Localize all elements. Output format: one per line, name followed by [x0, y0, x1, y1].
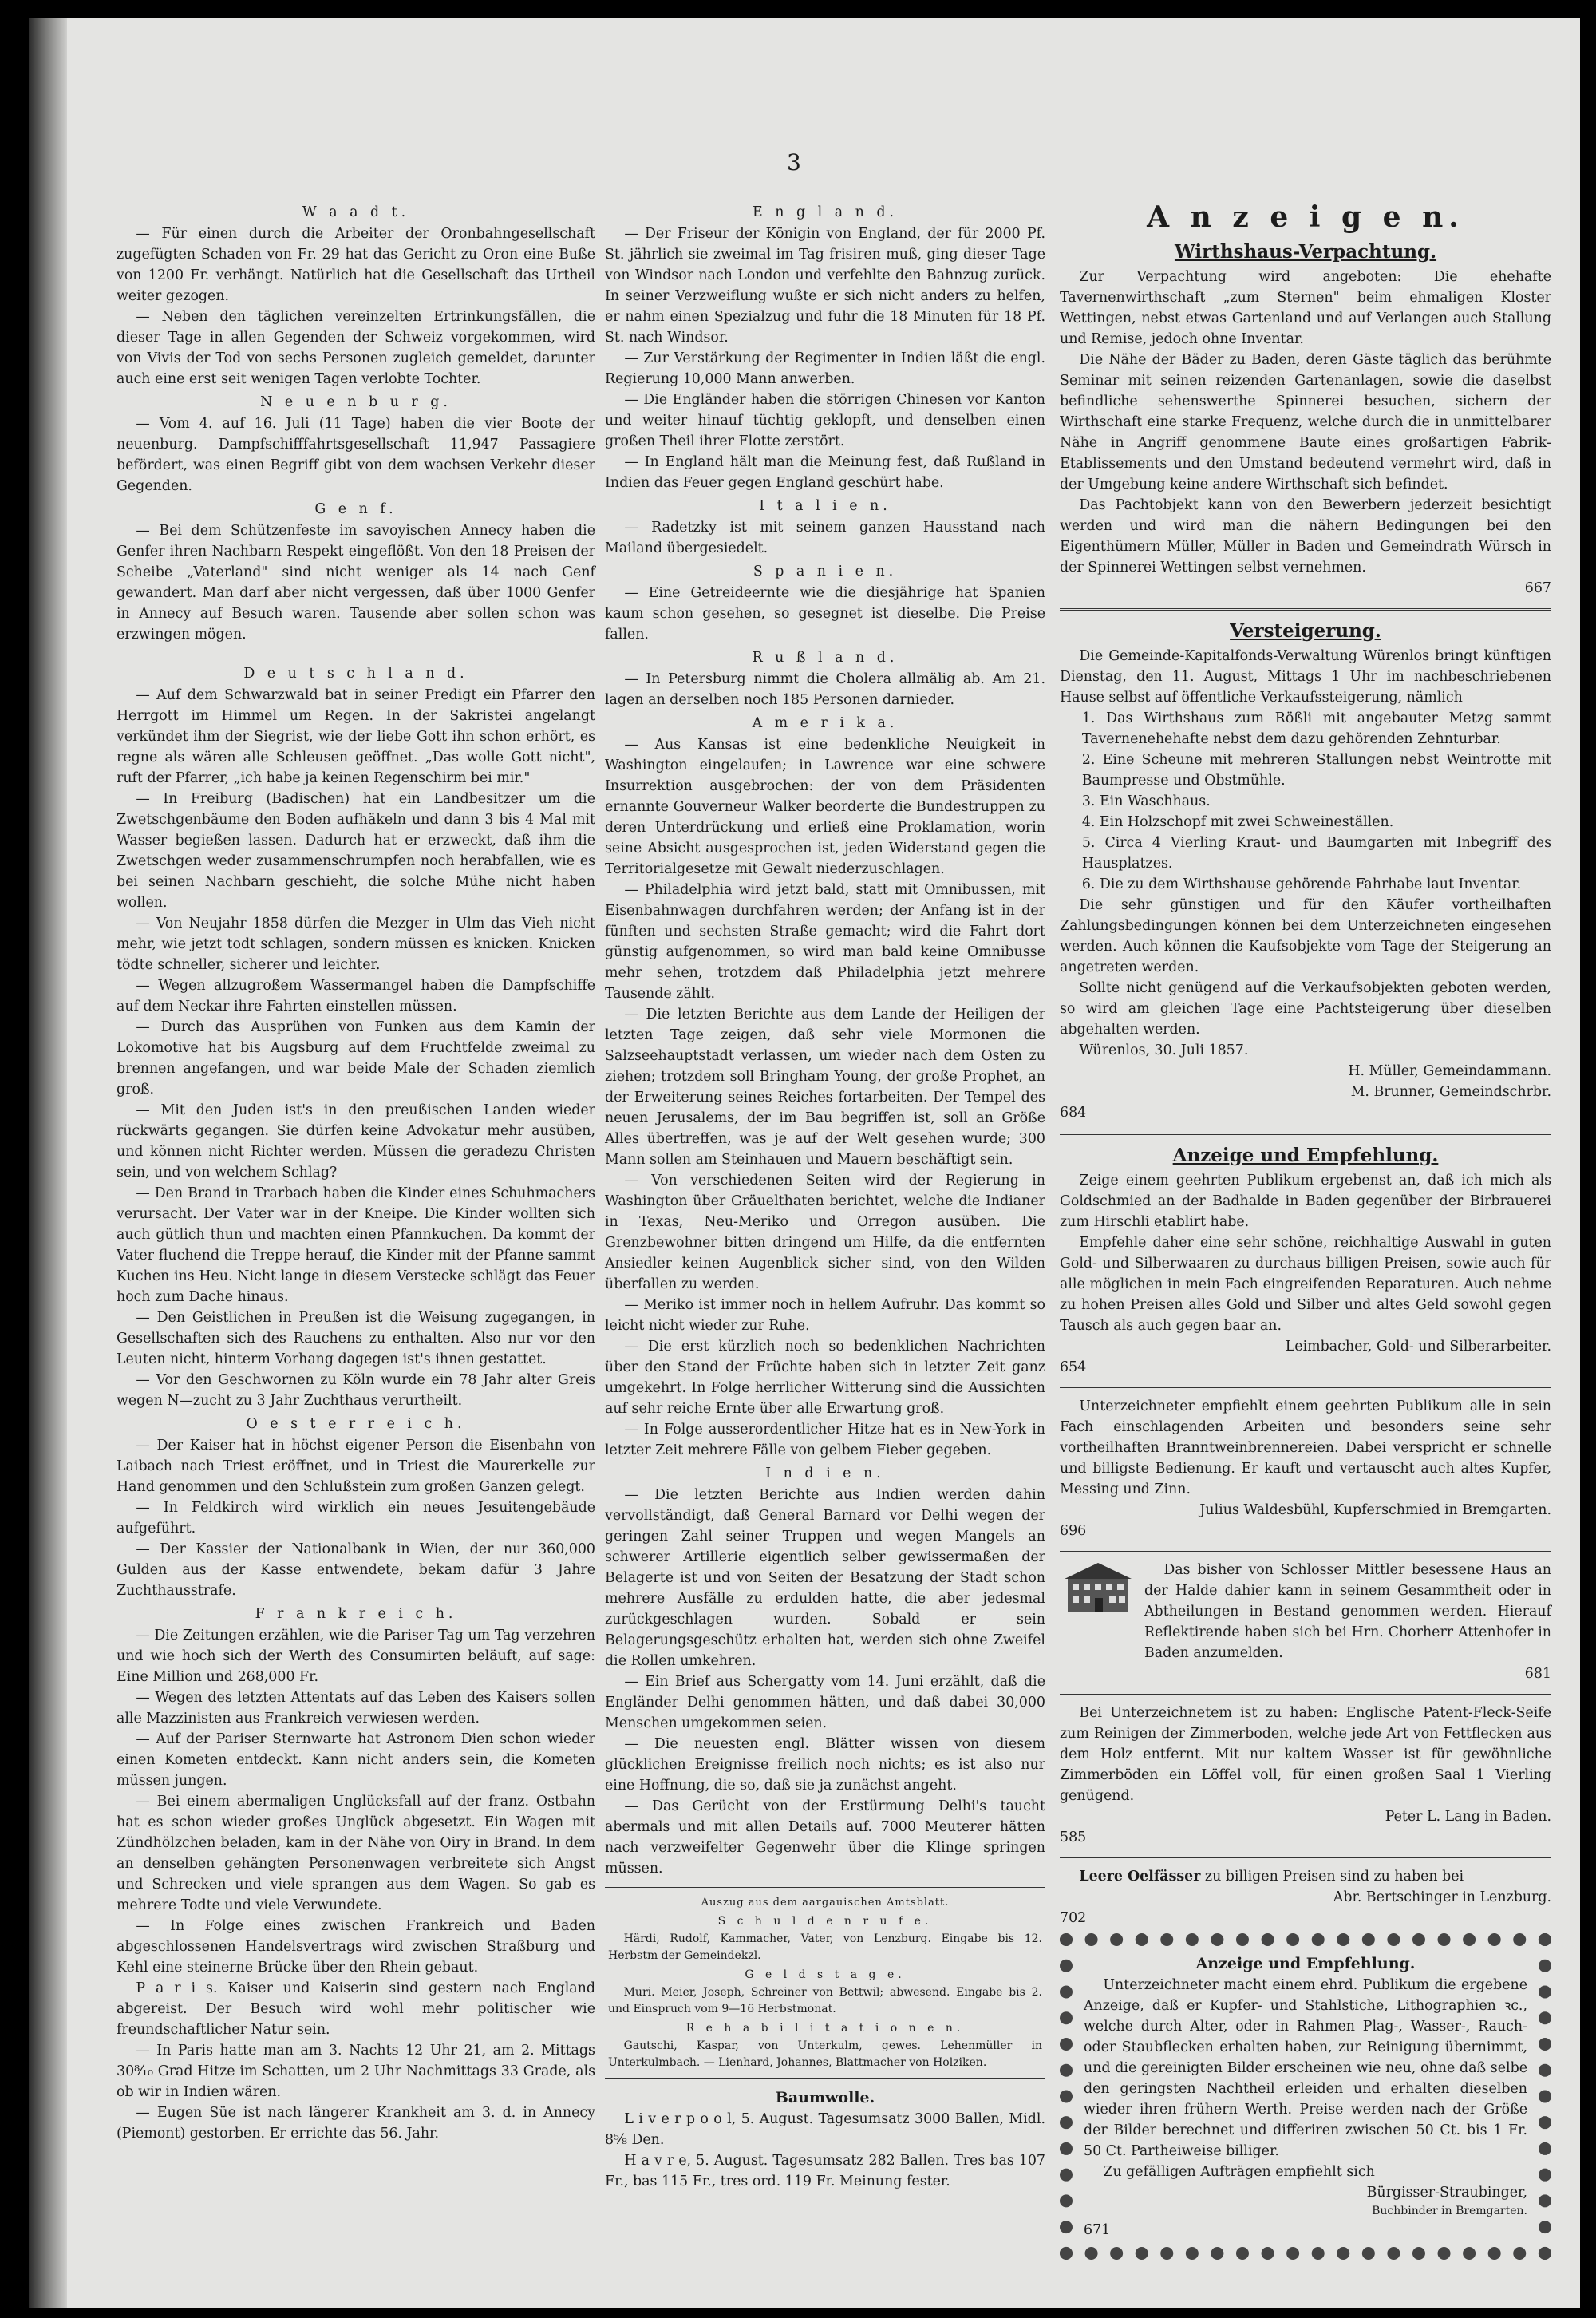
signature: Leimbacher, Gold- und Silberarbeiter. [1285, 1339, 1551, 1355]
ad-lead: Leere Oelfässer [1079, 1869, 1201, 1885]
amtsblatt-entry: Gautschi, Kaspar, von Unterkulm, gewes. Lehenmüller in Unterkulmbach. — Lienhard, Johannes, Blattmacher von Holziken. [608, 2039, 1042, 2069]
section-heading: I t a l i e n. [759, 498, 891, 514]
article-paragraph: — Den Brand in Trarbach haben die Kinder eines Schuhmachers verursacht. Der Vater war in der Kneipe. Die Kinder wollten sich auch gütlich thun und machten einen Pfannkuchen. Da kommt der Vater fluchend die Treppe herauf, die Kinder mit der Pfanne sammt Kuchen ins Heu. Nicht lange in diesem Verstecke schlägt das Feuer hoch zum Dache hinaus. [117, 1185, 595, 1305]
article-paragraph: — Den Geistlichen in Preußen ist die Weisung zugegangen, in Gesellschaften sich des Rauchens zu enthalten. Also nur vor den Leuten nicht, hinterm Vorhang dagegen ist's ihnen gestattet. [117, 1310, 595, 1367]
ad-divider [1060, 608, 1551, 611]
article-paragraph: — Eugen Süe ist nach längerer Krankheit am 3. d. in Annecy (Piemont) gestorben. Er errichte das 56. Jahr. [117, 2105, 595, 2142]
article-paragraph: — Eine Getreideernte wie die diesjährige hat Spanien kaum schon gesehen, so gesegnet ist dieselbe. Die Preise fallen. [605, 585, 1045, 643]
section-waadt [117, 202, 595, 390]
ad-number: 667 [1524, 580, 1551, 596]
article-paragraph: — Meriko ist immer noch in hellem Aufruhr. Das kommt so leicht nicht wieder zur Ruhe. [605, 1297, 1045, 1334]
section-amerika [605, 713, 1045, 1461]
article-paragraph: — Zur Verstärkung der Regimenter in Indien läßt die engl. Regierung 10,000 Mann anwerben. [605, 350, 1045, 387]
section-deutschland [117, 663, 595, 1411]
section-heading: D e u t s c h l a n d. [243, 666, 468, 682]
ad-fleckseife [1060, 1703, 1551, 1848]
column-rule [598, 200, 599, 2147]
article-paragraph: — Radetzky ist mit seinem ganzen Hausstand nach Mailand übergesiedelt. [605, 520, 1045, 556]
article-paragraph: — In England hält man die Meinung fest, daß Rußland in Indien das Feuer gegen England geschürt habe. [605, 454, 1045, 491]
amtsblatt-heading: G e l d s t a g e. [745, 1968, 906, 1981]
article-paragraph: — Die neuesten engl. Blätter wissen von diesem glücklichen Ereignisse freilich noch nichts; es ist also nur eine Hoffnung, die so, daß sie ja zunächst angeht. [605, 1736, 1045, 1794]
ad-divider [1060, 1857, 1551, 1858]
section-neuenburg [117, 392, 595, 496]
signature: Julius Waldesbühl, Kupferschmied in Bremgarten. [1199, 1502, 1551, 1518]
article-paragraph: — Durch das Ausprühen von Funken aus dem Kamin der Lokomotive hat bis Augsburg auf dem Fruchtfelde zweimal zu brennen angefangen, und war beide Male der Schaden ziemlich groß. [117, 1019, 595, 1098]
signature: H. Müller, Gemeindammann. [1348, 1063, 1551, 1079]
place-date: Würenlos, 30. Juli 1857. [1079, 1042, 1249, 1058]
article-paragraph: — Der Friseur der Königin von England, der für 2000 Pf. St. jährlich sie zweimal im Tag frisiren muß, ging dieser Tage von Windsor nach London und verfehlte den Bahnzug zurück. In seiner Verzweiflung wußte er sich nicht anders zu helfen, er nahm einen Spezialzug und fuhr die 18 Minuten für 18 Pf. St. nach Windsor. [605, 226, 1045, 346]
ads-section-title: A n z e i g e n. [1147, 200, 1464, 234]
ad-divider [1060, 1551, 1551, 1552]
ad-title: Wirthshaus-Verpachtung. [1174, 241, 1437, 263]
section-heading: I n d i e n. [765, 1466, 885, 1481]
ad-number: 671 [1084, 2222, 1111, 2238]
ad-paragraph: Bei Unterzeichnetem ist zu haben: Englische Patent-Fleck-Seife zum Reinigen der Zimmerboden, welche jede Art von Fettflecken aus dem Holz entfernt. Mit nur kaltem Wasser ist für gewöhnliche Zimmerböden ein Löffel voll, für einen großen Saal 1 Vierling genügend. [1060, 1705, 1551, 1804]
section-italien [605, 496, 1045, 559]
article-paragraph: — Neben den täglichen vereinzelten Ertrinkungsfällen, die dieser Tage in allen Gegenden der Schweiz vorgekommen, wird von Vivis der Tod von sechs Personen zugleich gemeldet, darunter auch eine erst seit wenigen Tagen verlobte Tochter. [117, 309, 595, 387]
article-paragraph: — Der Kaiser hat in höchst eigener Person die Eisenbahn von Laibach nach Triest eröffnet, und in Triest die Maurerkelle zur Hand genommen und den Schlußstein zum großen Ganzen gelegt. [117, 1438, 595, 1495]
ad-versteigerung [1060, 619, 1551, 1123]
article-paragraph: — In Folge eines zwischen Frankreich und Baden abgeschlossenen Handelsvertrags wird zwischen Straßburg und Kehl eine steinerne Brücke über den Rhein gebaut. [117, 1918, 595, 1976]
article-paragraph: — Die erst kürzlich noch so bedenklichen Nachrichten über den Stand der Früchte haben sich in letzter Zeit ganz umgekehrt. In Folge herrlicher Witterung sind die Aussichten auf sehr reiche Ernte über alle Erwartung groß. [605, 1339, 1045, 1417]
ad-number: 654 [1060, 1359, 1087, 1375]
article-paragraph: — Wegen des letzten Attentats auf das Leben des Kaisers sollen alle Mazzinisten aus Frankreich verwiesen werden. [117, 1690, 595, 1727]
section-heading: S p a n i e n. [753, 564, 898, 580]
ad-divider [1060, 1387, 1551, 1388]
ad-paragraph: Empfehle daher eine sehr schöne, reichhaltige Auswahl in guten Gold- und Silberwaaren zu durchaus billigen Preisen, sowie auch für alle möglichen in mein Fach eingreifenden Reparaturen. Auch nehme zu hohen Preisen alles Gold und Silber und altes Geld sowohl gegen Tausch als auch gegen baar an. [1060, 1235, 1551, 1334]
ad-paragraph: Sollte nicht genügend auf die Verkaufsobjekten geboten werden, so wird am gleichen Tage eine Pachtsteigerung über dieselben abgehalten werden. [1060, 980, 1551, 1038]
ad-title: Anzeige und Empfehlung. [1195, 1955, 1416, 1972]
article-paragraph: — Bei einem abermaligen Unglücksfall auf der franz. Ostbahn hat es schon wieder großes Unglück abgesetzt. Ein Wagen mit Zündhölzchen beladen, kam in der Nähe von Oiry in Brand. In dem an denselben gehängten Personenwagen verbreitete sich Angst und Schrecken und viele sprangen aus dem Wagen. So gab es mehrere Todte und viele Verwundete. [117, 1794, 595, 1913]
ad-kupferschmied [1060, 1396, 1551, 1541]
ad-number: 696 [1060, 1523, 1087, 1539]
ad-body [1144, 1560, 1551, 1684]
section-heading: A m e r i k a. [752, 715, 899, 731]
column-3 [1060, 200, 1551, 2238]
section-oesterreich [117, 1414, 595, 1601]
article-paragraph: — Vom 4. auf 16. Juli (11 Tage) haben die vier Boote der neuenburg. Dampfschifffahrtsgesellschaft 11,947 Passagiere befördert, was einen Begriff gibt von dem wachsen Verkehr dieser Gegenden. [117, 416, 595, 494]
signature-line: Buchbinder in Bremgarten. [1372, 2205, 1527, 2217]
section-heading: N e u e n b u r g. [260, 394, 452, 410]
ad-number: 585 [1060, 1829, 1087, 1845]
section-heading: O e s t e r r e i c h. [246, 1416, 466, 1432]
ad-divider [1060, 1694, 1551, 1695]
ad-paragraph: Das bisher von Schlosser Mittler besessene Haus an der Halde dahier kann in seinem Gesammtheit oder in Abtheilungen in Bestand genommen werden. Hierauf Reflektirende haben sich bei Hrn. Chorherr Attenhofer in Baden anzumelden. [1144, 1562, 1551, 1661]
list-item: 1. Das Wirthshaus zum Rößli mit angebauter Metzg sammt Tavernenehehafte nebst dem dazu gehörenden Zehnturbar. [1081, 710, 1551, 747]
article-paragraph: — Vor den Geschwornen zu Köln wurde ein 78 Jahr alter Greis wegen N—zucht zu 3 Jahr Zuchthaus verurtheilt. [117, 1372, 595, 1409]
article-paragraph: — In Feldkirch wird wirklich ein neues Jesuitengebäude aufgeführt. [117, 1500, 595, 1537]
article-paragraph: — Von Neujahr 1858 dürfen die Mezger in Ulm das Vieh nicht mehr, wie jetzt todt schlagen, sondern müssen es knicken. Knicken tödte schneller, sicherer und leichter. [117, 916, 595, 973]
section-frankreich [117, 1604, 595, 2144]
ad-paragraph: Zur Verpachtung wird angeboten: Die ehehafte Tavernenwirthschaft „zum Sternen" beim ehmaligen Kloster Wettingen, nebst etwas Gartenland und auf Verlangen auch Stallung und Remise, jedoch ohne Inventar. [1060, 269, 1551, 347]
ad-oelfaesser [1060, 1866, 1551, 1928]
ad-wirthshaus-verpachtung [1060, 239, 1551, 599]
baumwolle-title: Baumwolle. [775, 2089, 875, 2106]
binding-shadow [29, 18, 67, 2308]
article-paragraph: — In Paris hatte man am 3. Nachts 12 Uhr 21, am 2. Mittags 30⁸⁄₁₀ Grad Hitze im Schatten, um 2 Uhr Nachmittags 33 Grade, als ob wir in Indien wären. [117, 2043, 595, 2100]
article-paragraph: — Das Gerücht von der Erstürmung Delhi's taucht abermals und mit allen Details auf. 7000 Meuterer hätten nach verzweifelter Gegenwehr über die Klinge springen müssen. [605, 1798, 1045, 1877]
signature: Bürgisser-Straubinger, [1366, 2185, 1527, 2201]
ad-number: 681 [1524, 1666, 1551, 1682]
house-illustration [1060, 1560, 1136, 1616]
ad-divider [1060, 1133, 1551, 1135]
section-heading: F r a n k r e i c h. [255, 1606, 457, 1622]
ad-paragraph: Zu gefälligen Aufträgen empfiehlt sich [1103, 2164, 1375, 2180]
article-paragraph: — Die letzten Berichte aus dem Lande der Heiligen der letzten Tage zeigen, daß sehr viele Mormonen die Salzseehauptstadt verlassen, um wieder nach dem Osten zu ziehen; trotzdem soll Bringham Young, der große Prophet, an der Erweiterung seines Reiches fortarbeiten. Der Tempel des neuen Jerusalems, der im Bau begriffen ist, soll an Größe Alles übertreffen, was je auf der Welt gesehen wurde; 300 Mann sollen am Steinhauen und Mauern beschäftigt sein. [605, 1007, 1045, 1168]
section-heading: W a a d t. [302, 204, 410, 220]
newspaper-page [29, 18, 1580, 2308]
article-paragraph: — Wegen allzugroßem Wassermangel haben die Dampfschiffe auf dem Neckar ihre Fahrten einstellen müssen. [117, 978, 595, 1015]
ad-paragraph: Die Gemeinde-Kapitalfonds-Verwaltung Würenlos bringt künftigen Dienstag, den 11. August, Mittags 1 Uhr im nachbeschriebenen Hause selbst auf öffentliche Verkaufssteigerung, nämlich [1060, 648, 1551, 706]
article-paragraph: — Auf dem Schwarzwald bat in seiner Predigt ein Pfarrer den Herrgott im Himmel um Regen. In der Sakristei angelangt verkündet ihm der Siegrist, wie der liebe Gott ihn schon erhört, es regne als wären alle Schleusen geöffnet. „Das wolle Gott nicht", ruft der Pfarrer, „ich habe ja keinen Regenschirm bei mir." [117, 687, 595, 786]
section-indien [605, 1463, 1045, 1879]
page-number: 3 [787, 149, 801, 176]
ad-paragraph: Die sehr günstigen und für den Käufer vortheilhaften Zahlungsbedingungen können bei dem Unterzeichneten eingesehen werden. Auch können die Kaufsobjekte vom Tage der Steigerung an angetreten werden. [1060, 897, 1551, 975]
amtsblatt-heading: S c h u l d e n r u f e. [717, 1915, 933, 1928]
amtsblatt-entry: Muri. Meier, Joseph, Schreiner von Bettwil; abwesend. Eingabe bis 2. und Einspruch vom 9—16 Herbstmonat. [608, 1986, 1042, 2015]
list-item: 5. Circa 4 Vierling Kraut- und Baumgarten mit Inbegriff des Hausplatzes. [1081, 835, 1551, 872]
article-paragraph: — In Freiburg (Badischen) hat ein Landbesitzer um die Zwetschgenbäume den Boden aufhäkeln und dann 3 bis 4 Mal mit Wasser begießen lassen. Dadurch hat er erzweckt, daß ihm die Zwetschgen weder zusammenschrumpfen noch herabfallen, wie es bei seinen Nachbarn geschieht, die solche Mühe nicht haben wollen. [117, 791, 595, 911]
section-heading: G e n f. [314, 501, 397, 517]
ad-text: zu billigen Preisen sind zu haben bei [1204, 1869, 1464, 1885]
ad-paragraph: Die Nähe der Bäder zu Baden, deren Gäste täglich das berühmte Seminar mit seinen reizenden Gartenanlagen, sowie die daselbst befindliche sehenswerthe Spinnerei besuchen, sichern der Wirthschaft eine starke Frequenz, welche durch die in unmittelbarer Nähe in Angriff genommene Baute eines großartigen Fabrik-Etablissements und den Umstand bedeutend vermehrt wird, daß in der Umgebung keine andere Wirthschaft sich befindet. [1060, 352, 1551, 492]
ad-paragraph: Unterzeichneter empfiehlt einem geehrten Publikum alle in sein Fach einschlagenden Arbeiten und besonders seine sehr vortheilhaften Branntweinbrennereien. Dabei verspricht er schnelle und billigste Bedienung. Er kauft und vertauscht auch altes Kupfer, Messing und Zinn. [1060, 1398, 1551, 1497]
article-paragraph: — Der Kassier der Nationalbank in Wien, der nur 360,000 Gulden aus der Kasse entwendete, bekam dafür 3 Jahre Zuchthausstrafe. [117, 1541, 595, 1599]
article-paragraph: P a r i s. Kaiser und Kaiserin sind gestern nach England abgereist. Der Besuch wird wohl mehr politischer wie freundschaftlicher Natur sein. [117, 1980, 595, 2038]
amtsblatt-entry: Härdi, Rudolf, Kammacher, Vater, von Lenzburg. Eingabe bis 12. Herbstm der Gemeindekzl. [608, 1932, 1042, 1962]
article-paragraph: — Von verschiedenen Seiten wird der Regierung in Washington über Gräuelthaten berichtet, welche die Indianer in Texas, Neu-Meriko und Orregon ausüben. Die Grenzbewohner bitten dringend um Hilfe, da die entfernten Ansiedler keinen Augenblick sicher sind, von den Wilden überfallen zu werden. [605, 1173, 1045, 1292]
article-paragraph: — Die Zeitungen erzählen, wie die Pariser Tag um Tag verzehren und wie hoch sich der Werth des Consumirten beläuft, auf sage: Eine Million und 268,000 Fr. [117, 1628, 595, 1685]
amtsblatt-heading: R e h a b i l i t a t i o n e n. [685, 2022, 965, 2035]
auction-items [1060, 708, 1551, 895]
amtsblatt-excerpt [605, 1887, 1045, 2079]
article-paragraph: — Die Engländer haben die störrigen Chinesen vor Kanton und weiter hinauf tüchtig geklopft, und denselben einen großen Theil ihrer Flotte zerstört. [605, 392, 1045, 449]
article-paragraph: — In Petersburg nimmt die Cholera allmälig ab. Am 21. lagen an derselben noch 185 Personen darnieder. [605, 671, 1045, 708]
article-paragraph: — Ein Brief aus Schergatty vom 14. Juni erzählt, daß die Engländer Delhi genommen hätten, und daß dabei 30,000 Menschen umgekommen seien. [605, 1674, 1045, 1731]
article-paragraph: — Die letzten Berichte aus Indien werden dahin vervollständigt, daß General Barnard vor Delhi wegen der geringen Zahl seiner Truppen und wegen Mangels an schwerer Artillerie eigentlich selber gewissermaßen der Belagerte ist und von Seiten der Besatzung der Stadt schon mehrere Ausfälle zu erdulden hatte, die aber jedesmal zurückgeschlagen wurden. Sobald er sein Belagerungsgeschütz erhalten hat, werden sich ohne Zweifel die Rollen umkehren. [605, 1487, 1045, 1669]
ad-goldschmied [1060, 1143, 1551, 1378]
ad-bilderreinigung-frame [1060, 1933, 1551, 2260]
ad-paragraph: Das Pachtobjekt kann von den Bewerbern jederzeit besichtigt werden und wird man die nähern Bedingungen bei den Eigenthümern Müller, Müller in Baden und Gemeindrath Würsch in der Spinnerei Wettingen selbst vernehmen. [1060, 497, 1551, 576]
ad-number: 684 [1060, 1105, 1087, 1121]
article-paragraph: — Aus Kansas ist eine bedenkliche Neuigkeit in Washington eingelaufen; in Lawrence war eine schwere Insurrektion ausgebrochen: der von dem Präsidenten ernannte Gouverneur Walker beorderte die Bundestruppen zu deren Unterdrückung und erließ eine Proklamation, worin seine Absicht ausgesprochen ist, jeden Widerstand gegen die Territorialgesetze mit Gewalt niederzuschlagen. [605, 737, 1045, 877]
section-spanien [605, 561, 1045, 645]
article-paragraph: — In Folge ausserordentlicher Hitze hat es in New-York in letzter Zeit mehrere Fälle von gelbem Fieber gegeben. [605, 1422, 1045, 1458]
signature: M. Brunner, Gemeindschrbr. [1350, 1084, 1551, 1100]
signature: Peter L. Lang in Baden. [1385, 1809, 1551, 1825]
list-item: 6. Die zu dem Wirthshause gehörende Fahrhabe laut Inventar. [1081, 876, 1522, 892]
signature: Abr. Bertschinger in Lenzburg. [1333, 1889, 1551, 1905]
market-line: H a v r e, 5. August. Tagesumsatz 282 Ballen. Tres bas 107 Fr., bas 115 Fr., tres ord. 119 Fr. Meinung fester. [605, 2153, 1045, 2189]
column-2 [605, 200, 1045, 2189]
section-genf [117, 499, 595, 645]
baumwolle-section [605, 2087, 1045, 2192]
article-paragraph: — Für einen durch die Arbeiter der Oronbahngesellschaft zugefügten Schaden von Fr. 29 hat das Gericht zu Oron eine Buße von 1200 Fr. verhängt. Natürlich hat die Gesellschaft das Urtheil weiter gezogen. [117, 226, 595, 304]
article-paragraph: — Mit den Juden ist's in den preußischen Landen wieder rückwärts gegangen. Sie dürfen keine Advokatur mehr ausüben, und können nicht Richter werden. Müssen die geradezu Christen sein, und von welchem Schlag? [117, 1102, 595, 1181]
ad-paragraph: Unterzeichneter macht einem ehrd. Publikum die ergebene Anzeige, daß er Kupfer- und Stahlstiche, Lithographien ꝛc., welche durch Alter, oder in Rahmen Plag-, Wasser-, Rauch- oder Staubflecken erhalten haben, zur Reinigung übernimmt, und die gereinigten Bilder erscheinen wie neu, ohne daß selbe den geringsten Nachtheil erleiden und erhalten dieselben wieder ihren frühern Werth. Preise werden nach der Größe der Bilder berechnet und differiren zwischen 50 Ct. bis 1 Fr. 50 Ct. Partheiweise billiger. [1084, 1977, 1527, 2159]
ad-title: Versteigerung. [1230, 620, 1381, 642]
article-paragraph: — Auf der Pariser Sternwarte hat Astronom Dien schon wieder einen Kometen entdeckt. Kann nicht anders sein, die Kometen müssen jungen. [117, 1731, 595, 1789]
amtsblatt-title: Auszug aus dem aargauischen Amtsblatt. [701, 1897, 950, 1909]
ad-number: 702 [1060, 1910, 1087, 1926]
section-england [605, 202, 1045, 493]
list-item: 4. Ein Holzschopf mit zwei Schweineställen. [1081, 814, 1394, 830]
market-line: L i v e r p o o l, 5. August. Tagesumsatz 3000 Ballen, Midl. 8⁵⁄₈ Den. [605, 2111, 1045, 2148]
list-item: 2. Eine Scheune mit mehreren Stallungen nebst Weintrotte mit Baumpresse und Obstmühle. [1081, 752, 1551, 789]
section-russland [605, 647, 1045, 710]
section-heading: R u ß l a n d. [752, 650, 899, 666]
ad-paragraph: Zeige einem geehrten Publikum ergebenst an, daß ich mich als Goldschmied an der Badhalde in Baden gegenüber der Birbrauerei zum Hirschli etablirt habe. [1060, 1173, 1551, 1230]
ad-haus [1060, 1560, 1551, 1684]
section-heading: E n g l a n d. [753, 204, 898, 220]
column-1 [117, 200, 595, 2179]
list-item: 3. Ein Waschhaus. [1081, 793, 1211, 809]
article-paragraph: — Philadelphia wird jetzt bald, statt mit Omnibussen, mit Eisenbahnwagen durchfahren werden; der Anfang ist in der fünften und sechsten Straße gemacht; wird die Fahrt dort günstig aufgenommen, so wird man bald keine Omnibusse mehr sehen, trotzdem daß Philadelphia jetzt mehrere Tausende zählt. [605, 882, 1045, 1002]
ad-title: Anzeige und Empfehlung. [1172, 1145, 1439, 1166]
article-paragraph: — Bei dem Schützenfeste im savoyischen Annecy haben die Genfer ihren Nachbarn Respekt eingeflößt. Von den 18 Preisen der Scheibe „Vaterland" sind nicht weniger als 14 nach Genf gewandert. Man darf aber nicht vergessen, daß über 1000 Genfer in Annecy auf Besuch waren. Tausende aber sollen schon was erzwingen mögen. [117, 523, 595, 643]
